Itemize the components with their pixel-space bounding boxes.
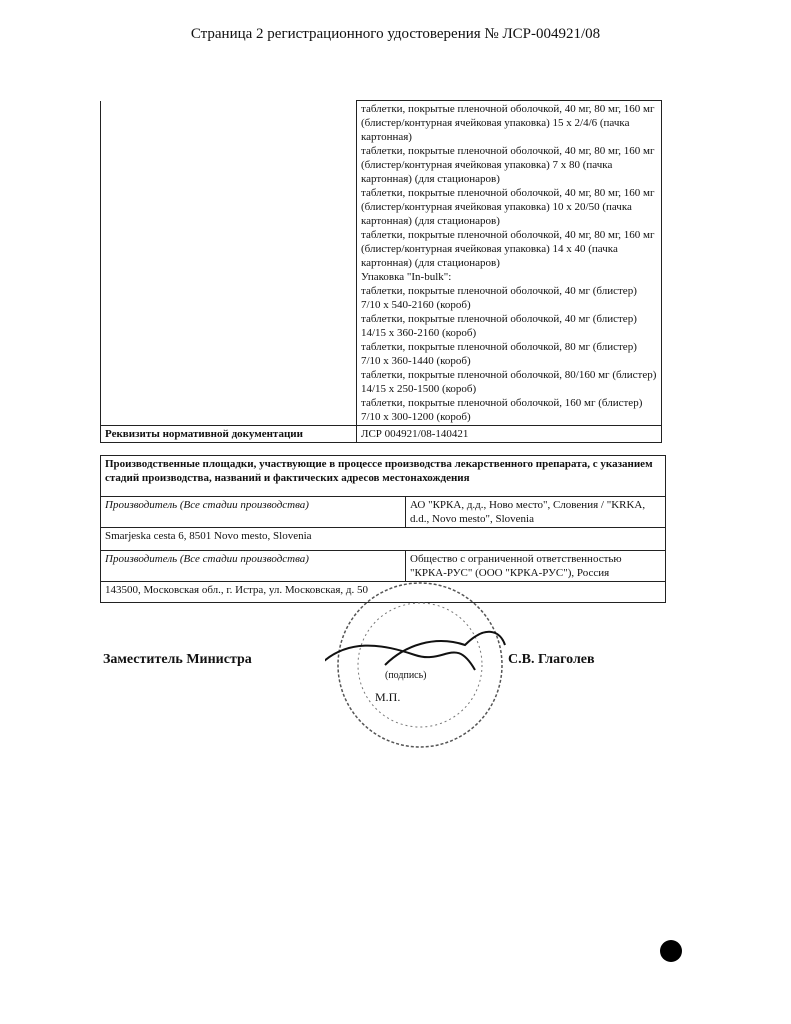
site-name: АО "КРКА, д.д., Ново место", Словения / "KRKA, d.d., Novo mesto", Slovenia xyxy=(406,497,666,528)
packaging-cell xyxy=(357,101,662,426)
packaging-table xyxy=(100,100,662,443)
signatory-name: С.В. Глаголев xyxy=(508,652,595,667)
packaging-line: Упаковка "In-bulk": xyxy=(361,271,452,283)
normative-label: Реквизиты нормативной документации xyxy=(101,426,357,443)
normative-value: ЛСР 004921/08-140421 xyxy=(357,426,662,443)
packaging-line: таблетки, покрытые пленочной оболочкой, 80/160 мг (блистер) 14/15 х 250-1500 (короб) xyxy=(361,369,657,395)
signature-scribble xyxy=(325,632,505,670)
packaging-line: таблетки, покрытые пленочной оболочкой, 40 мг (блистер) 14/15 х 360-2160 (короб) xyxy=(361,313,637,339)
empty-cell xyxy=(101,101,357,426)
site-address: 143500, Московская обл., г. Истра, ул. Московская, д. 50 xyxy=(101,582,666,603)
packaging-line: таблетки, покрытые пленочной оболочкой, 80 мг (блистер) 7/10 х 360-1440 (короб) xyxy=(361,341,637,367)
packaging-line: таблетки, покрытые пленочной оболочкой, 40 мг, 80 мг, 160 мг (блистер/контурная ячейковая упаковка) 14 х 40 (пачка картонная) (для стационаров) xyxy=(361,229,655,269)
packaging-line: таблетки, покрытые пленочной оболочкой, 40 мг, 80 мг, 160 мг (блистер/контурная ячейковая упаковка) 10 х 20/50 (пачка картонная) (для стационаров) xyxy=(361,187,655,227)
site-stage: Производитель (Все стадии производства) xyxy=(101,551,406,582)
stamp-label: М.П. xyxy=(375,690,401,704)
signatory-position: Заместитель Министра xyxy=(103,652,252,667)
page-title: Страница 2 регистрационного удостоверения № ЛСР-004921/08 xyxy=(190,26,601,42)
site-name: Общество с ограниченной ответственностью "КРКА-РУС" (ООО "КРКА-РУС"), Россия xyxy=(406,551,666,582)
site-address: Smarjeska cesta 6, 8501 Novo mesto, Slovenia xyxy=(101,528,666,551)
packaging-line: таблетки, покрытые пленочной оболочкой, 40 мг, 80 мг, 160 мг (блистер/контурная ячейковая упаковка) 15 х 2/4/6 (пачка картонная) xyxy=(361,103,655,143)
site-stage: Производитель (Все стадии производства) xyxy=(101,497,406,528)
packaging-line: таблетки, покрытые пленочной оболочкой, 40 мг, 80 мг, 160 мг (блистер/контурная ячейковая упаковка) 7 х 80 (пачка картонная) (для стационаров) xyxy=(361,145,655,185)
packaging-line: таблетки, покрытые пленочной оболочкой, 160 мг (блистер) 7/10 х 300-1200 (короб) xyxy=(361,397,643,423)
sites-heading: Производственные площадки, участвующие в процессе производства лекарственного препарата, с указанием стадий производства, названий и фактических адресов местонахождения xyxy=(101,456,666,497)
packaging-line: таблетки, покрытые пленочной оболочкой, 40 мг (блистер) 7/10 х 540-2160 (короб) xyxy=(361,285,637,311)
scan-mark xyxy=(660,940,682,962)
sign-label: (подпись) xyxy=(385,670,427,681)
